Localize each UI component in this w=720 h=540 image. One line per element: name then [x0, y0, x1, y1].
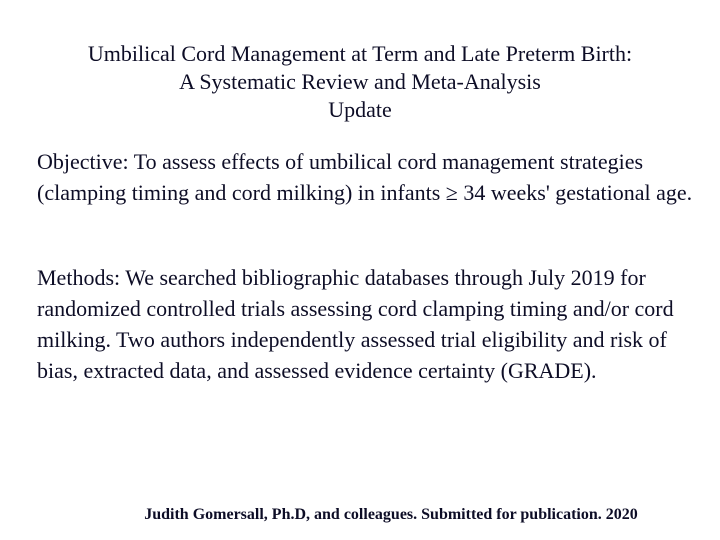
- methods-paragraph: Methods: We searched bibliographic databases through July 2019 for randomized controlled trials assessing cord clamping timing and/or cord milking. Two authors independently assessed trial eligibility and risk of bias, extracted data, and assessed evidence certainty (GRADE).: [37, 265, 674, 383]
- citation: Judith Gomersall, Ph.D, and colleagues. Submitted for publication. 2020: [144, 506, 638, 523]
- slide-title: [0, 40, 720, 124]
- title-line-1: Umbilical Cord Management at Term and Late Preterm Birth:: [87, 41, 633, 66]
- title-line-2: A Systematic Review and Meta-Analysis: [179, 69, 541, 94]
- title-line-3: Update: [328, 97, 392, 122]
- objective-paragraph: Objective: To assess effects of umbilical cord management strategies (clamping timing and cord milking) in infants ≥ 34 weeks' gestational age.: [37, 149, 693, 205]
